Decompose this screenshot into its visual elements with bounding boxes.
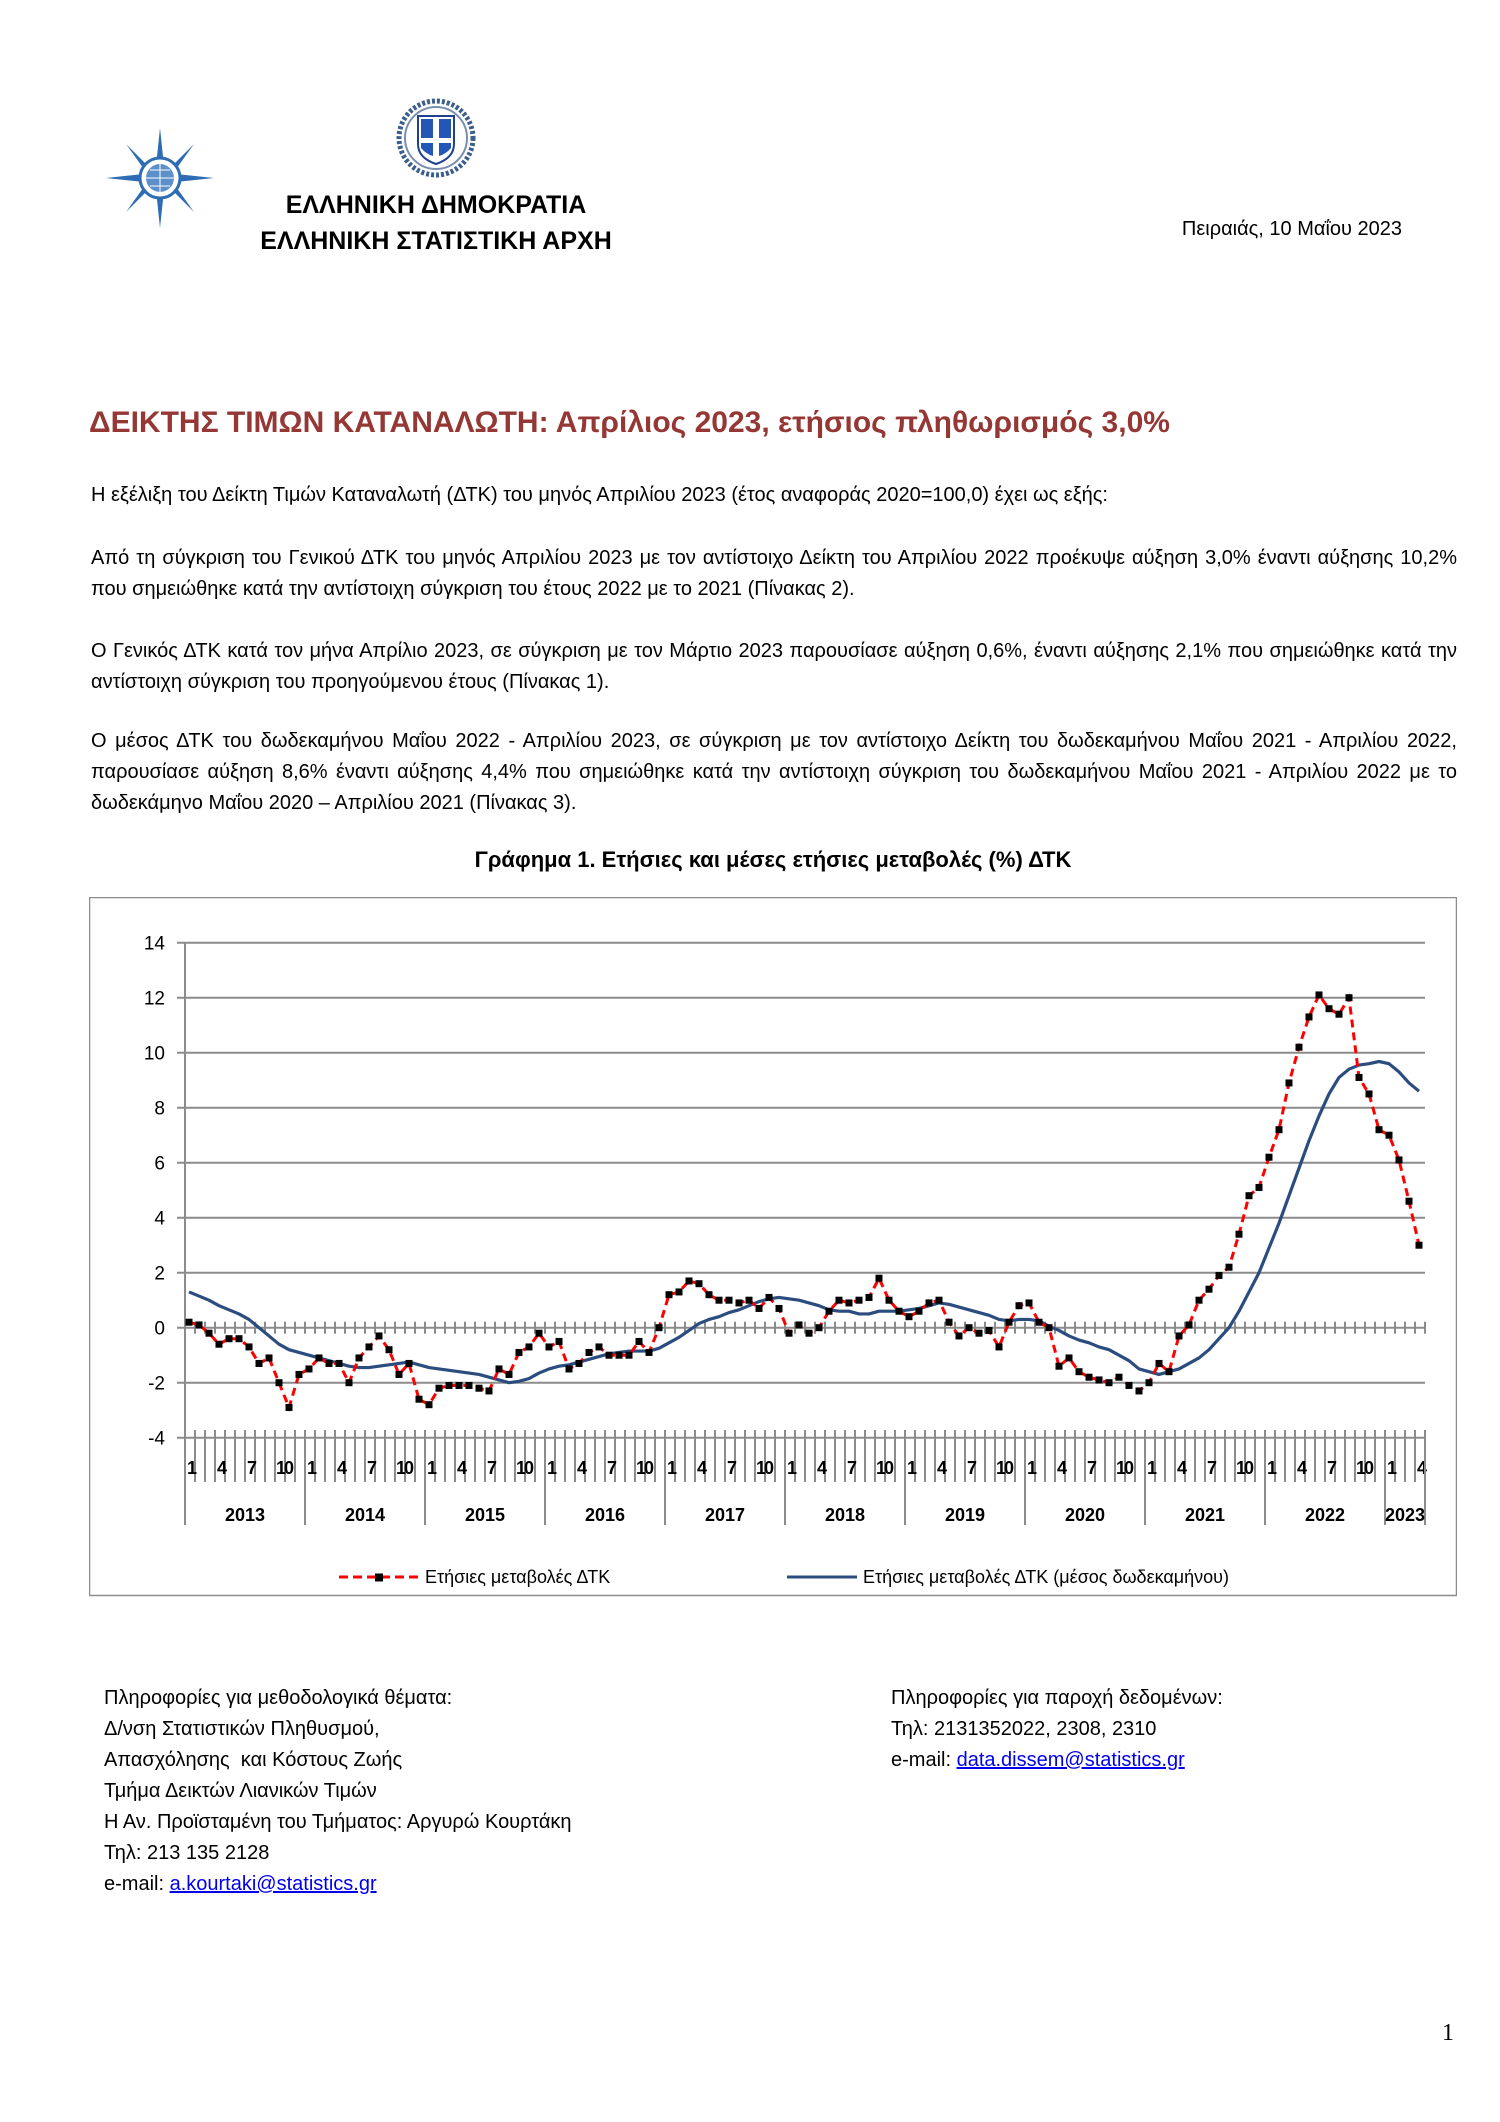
annual-data-point bbox=[956, 1332, 963, 1339]
annual-data-point bbox=[816, 1324, 823, 1331]
annual-data-point bbox=[1146, 1379, 1153, 1386]
monthly-change-paragraph: Ο Γενικός ΔΤΚ κατά τον μήνα Απρίλιο 2023, σε σύγκριση με τον Μάρτιο 2023 παρουσίασε αύξηση 0,6%, έναντι αύξησης 2,1% που σημειώθηκε κατά την αντίστοιχη σύγκριση του προηγούμενου έτους (Πίνακας 1). bbox=[91, 640, 1457, 693]
annual-data-point bbox=[1086, 1374, 1093, 1381]
month-label: 7 bbox=[727, 1458, 738, 1478]
annual-data-point bbox=[406, 1360, 413, 1367]
annual-data-point bbox=[736, 1299, 743, 1306]
annual-data-point bbox=[346, 1379, 353, 1386]
annual-data-point bbox=[786, 1330, 793, 1337]
month-label: 7 bbox=[247, 1458, 258, 1478]
month-label: 7 bbox=[1327, 1458, 1338, 1478]
annual-data-point bbox=[926, 1299, 933, 1306]
annual-data-point bbox=[306, 1365, 313, 1372]
annual-data-point bbox=[796, 1321, 803, 1328]
annual-data-point bbox=[236, 1335, 243, 1342]
contact-line: Τηλ: 213 135 2128 bbox=[104, 1842, 270, 1864]
annual-data-point bbox=[1326, 1005, 1333, 1012]
annual-data-point bbox=[716, 1297, 723, 1304]
annual-data-point bbox=[656, 1324, 663, 1331]
annual-data-point bbox=[206, 1330, 213, 1337]
annual-data-point bbox=[1216, 1272, 1223, 1279]
month-label: 4 bbox=[1177, 1458, 1188, 1478]
contact-line: Πληροφορίες για παροχή δεδομένων: bbox=[891, 1687, 1223, 1709]
month-label: 10 bbox=[996, 1458, 1014, 1478]
contact-line: Η Αν. Προϊσταμένη του Τμήματος: Αργυρώ Κουρτάκη bbox=[104, 1811, 572, 1833]
year-label: 2015 bbox=[464, 1505, 506, 1525]
annual-data-point bbox=[1346, 994, 1353, 1001]
month-label: 4 bbox=[457, 1458, 468, 1478]
annual-data-point bbox=[186, 1319, 193, 1326]
annual-data-point bbox=[1116, 1374, 1123, 1381]
y-tick-label: -2 bbox=[148, 1373, 165, 1395]
annual-data-point bbox=[496, 1365, 503, 1372]
header-country-name: ΕΛΛΗΝΙΚΗ ΔΗΜΟΚΡΑΤΙΑ bbox=[285, 191, 587, 219]
annual-data-point bbox=[396, 1371, 403, 1378]
month-label: 1 bbox=[307, 1458, 318, 1478]
annual-data-point bbox=[266, 1354, 273, 1361]
annual-data-point bbox=[336, 1360, 343, 1367]
month-label: 1 bbox=[1147, 1458, 1158, 1478]
annual-data-point bbox=[366, 1343, 373, 1350]
month-label: 1 bbox=[1267, 1458, 1278, 1478]
annual-data-point bbox=[1246, 1192, 1253, 1199]
annual-data-point bbox=[1106, 1379, 1113, 1386]
annual-data-point bbox=[776, 1305, 783, 1312]
year-label: 2022 bbox=[1304, 1505, 1346, 1525]
annual-data-point bbox=[546, 1343, 553, 1350]
legend-average-label: Ετήσιες μεταβολές ΔΤΚ (μέσος δωδεκαμήνου) bbox=[863, 1567, 1230, 1587]
annual-data-point bbox=[1056, 1363, 1063, 1370]
annual-data-point bbox=[426, 1401, 433, 1408]
annual-data-point bbox=[886, 1297, 893, 1304]
annual-data-point bbox=[576, 1360, 583, 1367]
annual-data-point bbox=[866, 1294, 873, 1301]
annual-data-point bbox=[246, 1343, 253, 1350]
annual-data-point bbox=[946, 1319, 953, 1326]
chart-title: Γράφημα 1. Ετήσιες και μέσες ετήσιες μεταβολές (%) ΔΤΚ bbox=[474, 847, 1072, 872]
month-label: 1 bbox=[1027, 1458, 1038, 1478]
year-label: 2017 bbox=[704, 1505, 746, 1525]
annual-data-point bbox=[676, 1288, 683, 1295]
month-label: 10 bbox=[876, 1458, 894, 1478]
month-label: 7 bbox=[607, 1458, 618, 1478]
annual-data-point bbox=[1386, 1132, 1393, 1139]
annual-data-point bbox=[386, 1346, 393, 1353]
y-tick-label: -4 bbox=[148, 1428, 165, 1450]
methodology-contact bbox=[104, 1683, 572, 1900]
y-tick-label: 6 bbox=[154, 1153, 165, 1175]
annual-data-point bbox=[1076, 1368, 1083, 1375]
month-label: 1 bbox=[787, 1458, 798, 1478]
data-provision-contact bbox=[891, 1683, 1223, 1776]
y-tick-label: 10 bbox=[143, 1043, 165, 1065]
annual-data-point bbox=[1256, 1184, 1263, 1191]
annual-data-point bbox=[1416, 1242, 1423, 1249]
annual-data-point bbox=[766, 1294, 773, 1301]
month-label: 7 bbox=[487, 1458, 498, 1478]
annual-data-point bbox=[1406, 1198, 1413, 1205]
month-label: 4 bbox=[817, 1458, 828, 1478]
annual-data-point bbox=[646, 1349, 653, 1356]
month-label: 10 bbox=[396, 1458, 414, 1478]
annual-data-point bbox=[326, 1360, 333, 1367]
annual-data-point bbox=[416, 1396, 423, 1403]
annual-data-point bbox=[876, 1275, 883, 1282]
y-tick-label: 2 bbox=[154, 1263, 165, 1285]
year-label: 2014 bbox=[344, 1505, 386, 1525]
annual-data-point bbox=[1136, 1387, 1143, 1394]
annual-data-point bbox=[986, 1327, 993, 1334]
annual-data-point bbox=[686, 1277, 693, 1284]
month-label: 4 bbox=[217, 1458, 228, 1478]
annual-data-point bbox=[836, 1297, 843, 1304]
month-label: 10 bbox=[636, 1458, 654, 1478]
month-label: 10 bbox=[1116, 1458, 1134, 1478]
annual-data-point bbox=[506, 1371, 513, 1378]
page-number: 1 bbox=[1442, 2020, 1454, 2046]
month-label: 4 bbox=[577, 1458, 588, 1478]
y-tick-label: 0 bbox=[154, 1318, 165, 1340]
month-label: 1 bbox=[187, 1458, 198, 1478]
annual-data-point bbox=[1036, 1319, 1043, 1326]
annual-data-point bbox=[1286, 1079, 1293, 1086]
annual-data-point bbox=[566, 1365, 573, 1372]
annual-data-point bbox=[1046, 1324, 1053, 1331]
annual-data-point bbox=[1226, 1264, 1233, 1271]
annual-data-point bbox=[1176, 1332, 1183, 1339]
month-label: 10 bbox=[756, 1458, 774, 1478]
legend-annual-label: Ετήσιες μεταβολές ΔΤΚ bbox=[425, 1567, 611, 1587]
annual-data-point bbox=[806, 1330, 813, 1337]
month-label: 10 bbox=[276, 1458, 294, 1478]
annual-data-point bbox=[636, 1338, 643, 1345]
month-label: 1 bbox=[427, 1458, 438, 1478]
annual-data-point bbox=[1186, 1321, 1193, 1328]
annual-data-point bbox=[1066, 1354, 1073, 1361]
annual-data-point bbox=[356, 1354, 363, 1361]
annual-data-point bbox=[456, 1382, 463, 1389]
annual-data-point bbox=[1376, 1126, 1383, 1133]
email-label: e-mail: bbox=[891, 1749, 957, 1771]
annual-data-point bbox=[296, 1371, 303, 1378]
annual-data-point bbox=[1266, 1154, 1273, 1161]
annual-data-point bbox=[436, 1385, 443, 1392]
year-label: 2018 bbox=[824, 1505, 866, 1525]
month-label: 7 bbox=[847, 1458, 858, 1478]
annual-data-point bbox=[476, 1385, 483, 1392]
y-tick-label: 14 bbox=[143, 933, 165, 955]
annual-data-point bbox=[446, 1382, 453, 1389]
annual-data-point bbox=[666, 1291, 673, 1298]
annual-data-point bbox=[376, 1332, 383, 1339]
y-tick-label: 4 bbox=[154, 1208, 165, 1230]
month-label: 4 bbox=[937, 1458, 948, 1478]
annual-data-point bbox=[1236, 1231, 1243, 1238]
cpi-line-chart bbox=[89, 897, 1457, 1609]
contact-line: Τηλ: 2131352022, 2308, 2310 bbox=[891, 1718, 1157, 1740]
press-release-date: Πειραιάς, 10 Μαΐου 2023 bbox=[1181, 218, 1402, 240]
annual-data-point bbox=[626, 1352, 633, 1359]
annual-data-point bbox=[1356, 1074, 1363, 1081]
annual-data-point bbox=[1096, 1376, 1103, 1383]
y-tick-label: 12 bbox=[143, 988, 165, 1010]
annual-data-point bbox=[226, 1335, 233, 1342]
average-change-paragraph: Ο μέσος ΔΤΚ του δωδεκαμήνου Μαΐου 2022 - Απριλίου 2023, σε σύγκριση με τον αντίστοιχο Δείκτη του δωδεκαμήνου Μαΐου 2021 - Απριλίου 2022, παρουσίασε αύξηση 8,6% έναντι αύξησης 4,4% που σημειώθηκε κατά την αντίστοιχη σύγκριση του δωδεκαμήνου Μαΐου 2021 - Απριλίου 2022 με το δωδεκάμηνο Μαΐου 2020 – Απριλίου 2021 (Πίνακας 3). bbox=[91, 730, 1457, 814]
annual-data-point bbox=[1396, 1156, 1403, 1163]
annual-data-point bbox=[316, 1354, 323, 1361]
year-label: 2023 bbox=[1384, 1505, 1426, 1525]
month-label: 10 bbox=[1236, 1458, 1254, 1478]
month-label: 4 bbox=[337, 1458, 348, 1478]
annual-data-point bbox=[916, 1308, 923, 1315]
annual-data-point bbox=[466, 1382, 473, 1389]
annual-data-point bbox=[896, 1308, 903, 1315]
annual-data-point bbox=[726, 1297, 733, 1304]
contact-line: Τμήμα Δεικτών Λιανικών Τιμών bbox=[104, 1780, 377, 1802]
data-email-link[interactable]: data.dissem@statistics.gr bbox=[956, 1749, 1185, 1771]
month-label: 4 bbox=[1417, 1458, 1428, 1478]
annual-data-point bbox=[906, 1313, 913, 1320]
year-label: 2019 bbox=[944, 1505, 986, 1525]
month-label: 1 bbox=[1387, 1458, 1398, 1478]
annual-data-point bbox=[516, 1349, 523, 1356]
annual-data-point bbox=[486, 1387, 493, 1394]
year-label: 2016 bbox=[584, 1505, 626, 1525]
year-label: 2013 bbox=[224, 1505, 266, 1525]
annual-data-point bbox=[1336, 1011, 1343, 1018]
annual-data-point bbox=[976, 1330, 983, 1337]
annual-data-point bbox=[846, 1299, 853, 1306]
annual-data-point bbox=[1026, 1299, 1033, 1306]
annual-data-point bbox=[706, 1291, 713, 1298]
annual-data-point bbox=[1316, 991, 1323, 998]
annual-data-point bbox=[1366, 1090, 1373, 1097]
annual-data-point bbox=[966, 1324, 973, 1331]
annual-data-point bbox=[756, 1305, 763, 1312]
month-label: 10 bbox=[516, 1458, 534, 1478]
annual-data-point bbox=[1306, 1013, 1313, 1020]
annual-data-point bbox=[1206, 1286, 1213, 1293]
annual-data-point bbox=[1016, 1302, 1023, 1309]
annual-data-point bbox=[696, 1280, 703, 1287]
month-label: 7 bbox=[367, 1458, 378, 1478]
annual-data-point bbox=[276, 1379, 283, 1386]
methodology-email-link[interactable]: a.kourtaki@statistics.gr bbox=[169, 1873, 377, 1895]
legend-annual-marker bbox=[375, 1574, 383, 1582]
annual-change-paragraph: Από τη σύγκριση του Γενικού ΔΤΚ του μηνός Απριλίου 2023 με τον αντίστοιχο Δείκτη του Απριλίου 2022 προέκυψε αύξηση 3,0% έναντι αύξησης 10,2% που σημειώθηκε κατά την αντίστοιχη σύγκριση του έτους 2022 με το 2021 (Πίνακας 2). bbox=[91, 547, 1457, 600]
month-label: 7 bbox=[1207, 1458, 1218, 1478]
year-label: 2020 bbox=[1064, 1505, 1106, 1525]
annual-data-point bbox=[536, 1330, 543, 1337]
annual-data-point bbox=[1196, 1297, 1203, 1304]
annual-data-point bbox=[1126, 1382, 1133, 1389]
annual-data-point bbox=[596, 1343, 603, 1350]
annual-data-point bbox=[606, 1352, 613, 1359]
month-label: 4 bbox=[1297, 1458, 1308, 1478]
annual-data-point bbox=[256, 1360, 263, 1367]
annual-data-point bbox=[1006, 1319, 1013, 1326]
month-label: 4 bbox=[697, 1458, 708, 1478]
annual-data-point bbox=[746, 1297, 753, 1304]
month-label: 10 bbox=[1356, 1458, 1374, 1478]
annual-data-point bbox=[856, 1297, 863, 1304]
annual-data-point bbox=[586, 1349, 593, 1356]
annual-data-point bbox=[286, 1404, 293, 1411]
page-title: ΔΕΙΚΤΗΣ ΤΙΜΩΝ ΚΑΤΑΝΑΛΩΤΗ: Απρίλιος 2023, ετήσιος πληθωρισμός 3,0% bbox=[89, 406, 1170, 439]
year-label: 2021 bbox=[1184, 1505, 1226, 1525]
annual-data-point bbox=[216, 1341, 223, 1348]
month-label: 7 bbox=[1087, 1458, 1098, 1478]
month-label: 1 bbox=[907, 1458, 918, 1478]
annual-data-point bbox=[616, 1352, 623, 1359]
month-label: 7 bbox=[967, 1458, 978, 1478]
y-tick-label: 8 bbox=[154, 1098, 165, 1120]
annual-data-point bbox=[996, 1343, 1003, 1350]
contact-line: Πληροφορίες για μεθοδολογικά θέματα: bbox=[104, 1687, 453, 1709]
annual-data-point bbox=[1166, 1368, 1173, 1375]
contact-line: Απασχόλησης και Κόστους Ζωής bbox=[104, 1749, 403, 1771]
contact-line: Δ/νση Στατιστικών Πληθυσμού, bbox=[104, 1718, 380, 1740]
annual-data-point bbox=[1156, 1360, 1163, 1367]
month-label: 1 bbox=[547, 1458, 558, 1478]
greek-state-emblem-icon bbox=[396, 98, 476, 178]
month-label: 4 bbox=[1057, 1458, 1068, 1478]
chart-frame bbox=[90, 898, 1457, 1596]
header-agency-name: ΕΛΛΗΝΙΚΗ ΣΤΑΤΙΣΤΙΚΗ ΑΡΧΗ bbox=[260, 227, 612, 255]
intro-paragraph: Η εξέλιξη του Δείκτη Τιμών Καταναλωτή (ΔΤΚ) του μηνός Απριλίου 2023 (έτος αναφοράς 2020=100,0) έχει ως εξής: bbox=[91, 484, 1108, 506]
annual-data-point bbox=[196, 1321, 203, 1328]
annual-data-point bbox=[826, 1308, 833, 1315]
email-label: e-mail: bbox=[104, 1873, 170, 1895]
month-label: 1 bbox=[667, 1458, 678, 1478]
annual-data-point bbox=[1296, 1044, 1303, 1051]
annual-data-point bbox=[526, 1343, 533, 1350]
annual-data-point bbox=[936, 1297, 943, 1304]
annual-data-point bbox=[1276, 1126, 1283, 1133]
annual-data-point bbox=[556, 1338, 563, 1345]
